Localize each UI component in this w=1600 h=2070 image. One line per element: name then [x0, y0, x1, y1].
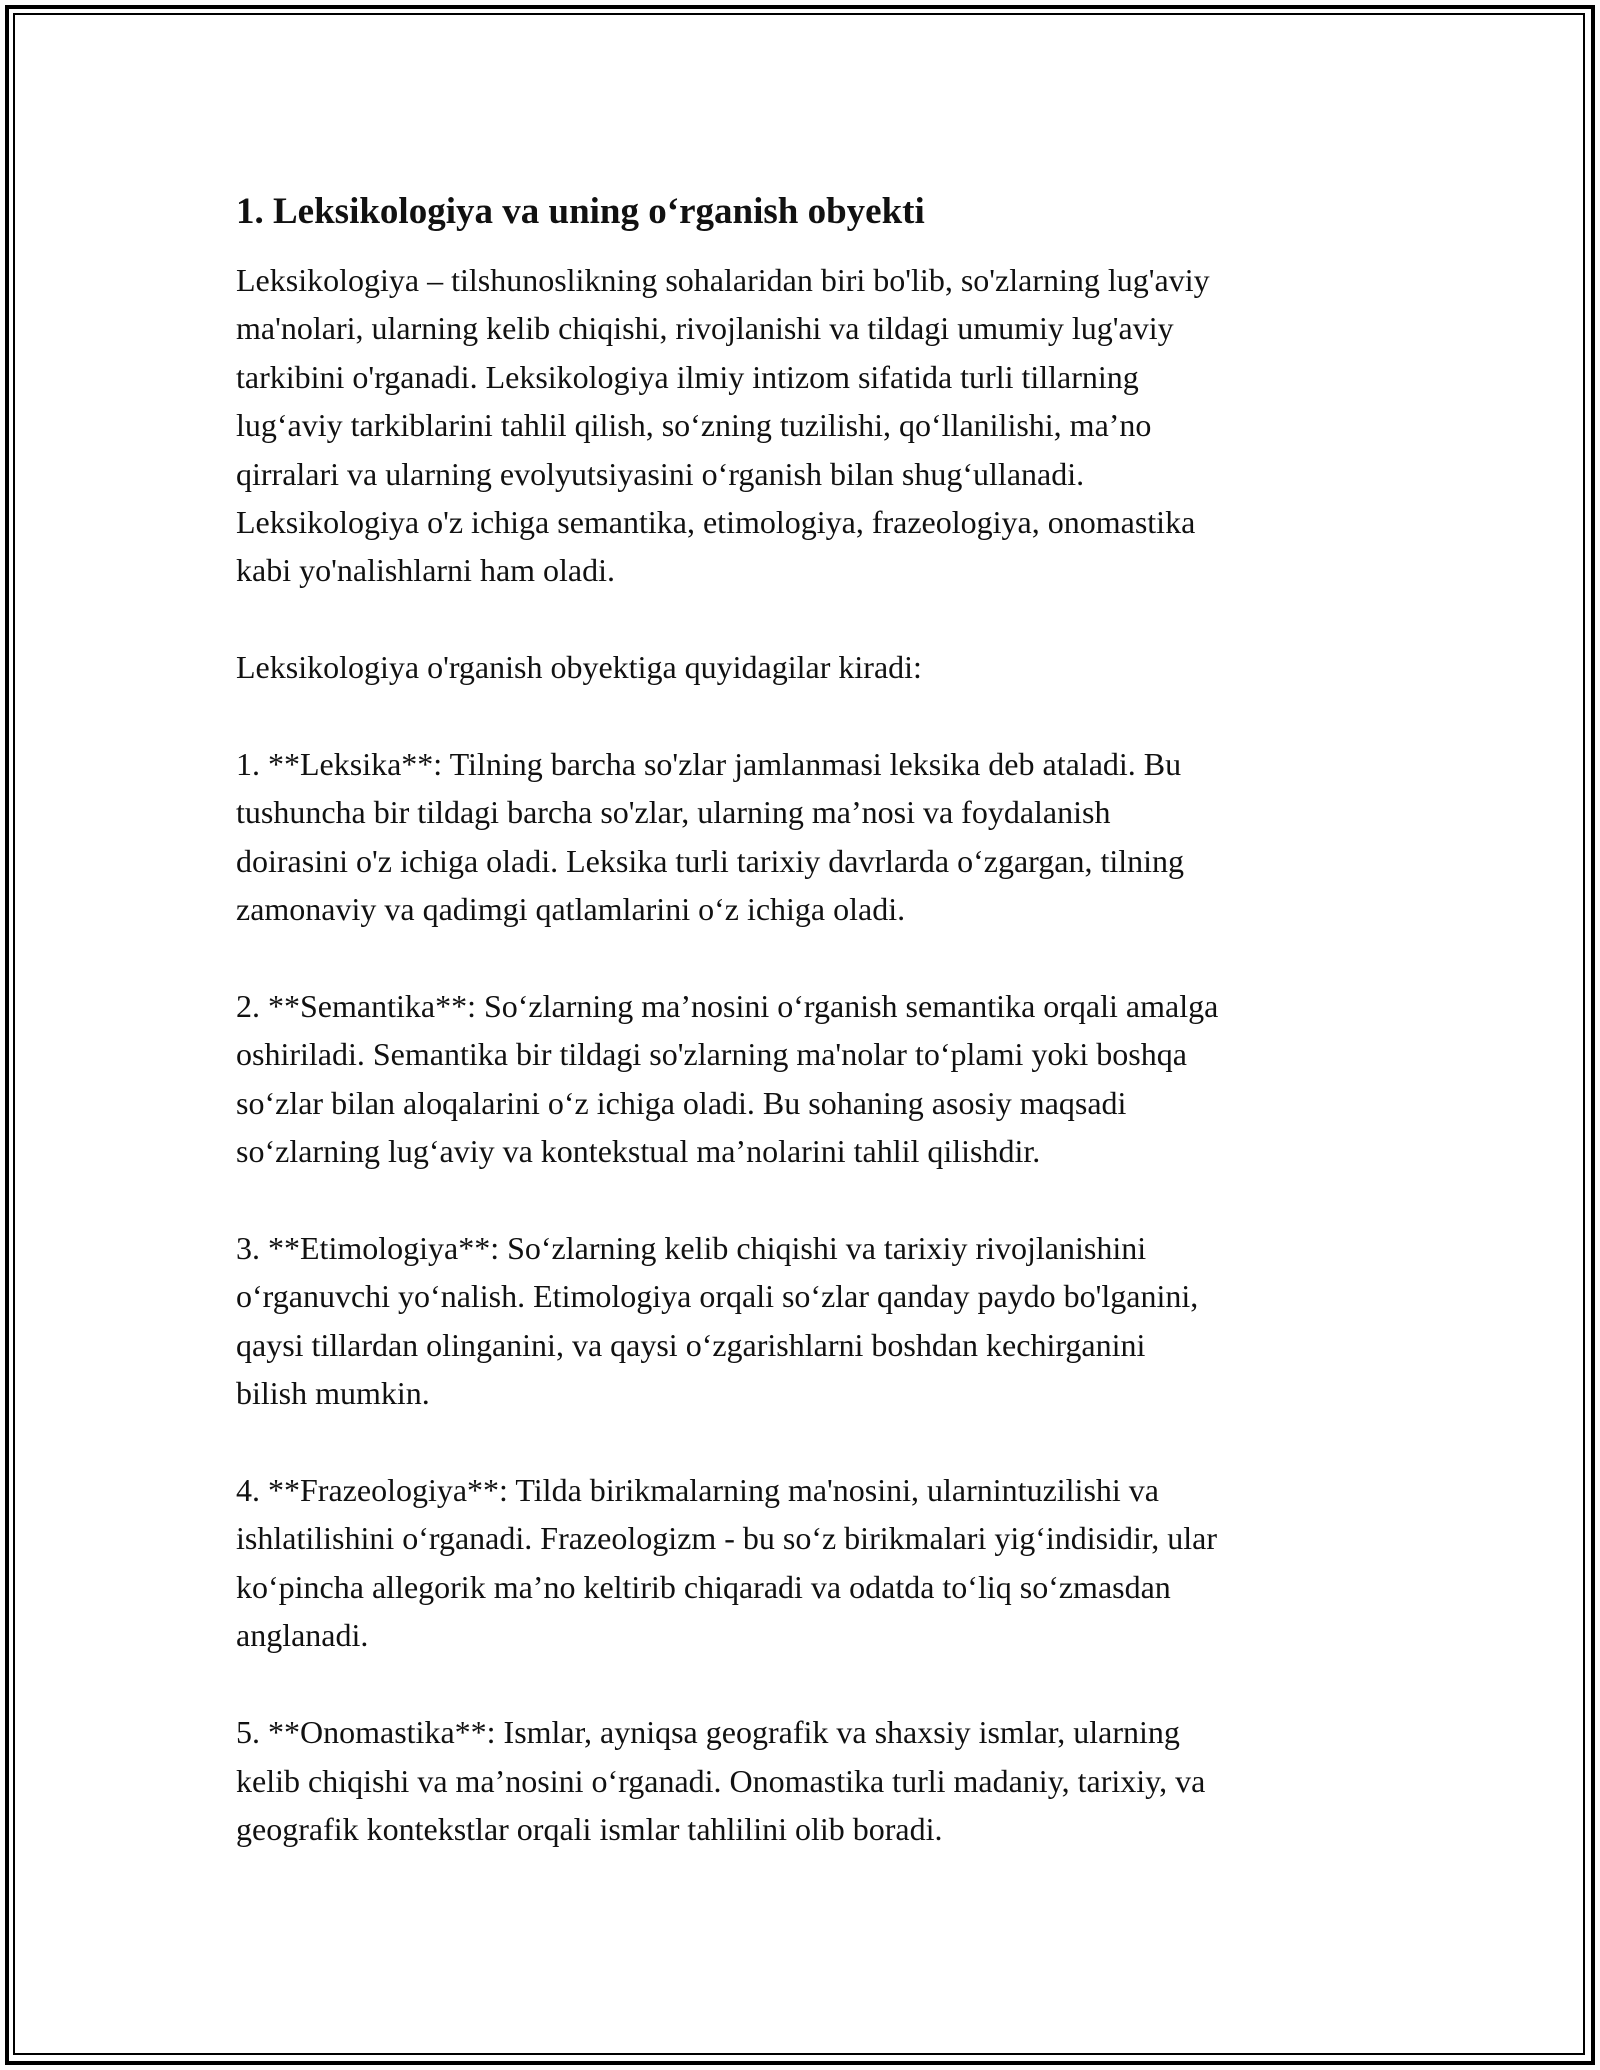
objects-intro-paragraph: Leksikologiya o'rganish obyektiga quyidagilar kiradi:	[236, 649, 922, 686]
intro-paragraph: Leksikologiya – tilshunoslikning sohalaridan biri bo'lib, so'zlarning lug'aviy ma'nolari, ularning kelib chiqishi, rivojlanishi va tildagi umumiy lug'aviy tarkibini o'rganadi. Leksikologiya ilmiy intizom sifatida turli tillarning lug‘aviy tarkiblarini tahlil qilish, so‘zning tuzilishi, qo‘llanilishi, ma’no qirralari va ularning evolyutsiyasini o‘rganish bilan shug‘ullanadi. Leksikologiya o'z ichiga semantika, etimologiya, frazeologiya, onomastika kabi yo'nalishlarni ham oladi.	[236, 262, 1210, 589]
list-item-frazeologiya: 4. **Frazeologiya**: Tilda birikmalarning ma'nosini, ularnintuzilishi va ishlatilishini o‘rganadi. Frazeologizm - bu so‘z birikmalari yig‘indisidir, ular ko‘pincha allegorik ma’no keltirib chiqaradi va odatda to‘liq so‘zmasdan anglanadi.	[236, 1472, 1218, 1654]
document-body	[236, 188, 1366, 1853]
list-item-onomastika: 5. **Onomastika**: Ismlar, ayniqsa geografik va shaxsiy ismlar, ularning kelib chiqishi va ma’nosini o‘rganadi. Onomastika turli madaniy, tarixiy, va geografik kontekstlar orqali ismlar tahlilini olib boradi.	[236, 1714, 1206, 1847]
list-item-semantika: 2. **Semantika**: So‘zlarning ma’nosini o‘rganish semantika orqali amalga oshiriladi. Semantika bir tildagi so'zlarning ma'nolar to‘plami yoki boshqa so‘zlar bilan aloqalarini o‘z ichiga oladi. Bu sohaning asosiy maqsadi so‘zlarning lug‘aviy va kontekstual ma’nolarini tahlil qilishdir.	[236, 988, 1219, 1170]
list-item-etimologiya: 3. **Etimologiya**: So‘zlarning kelib chiqishi va tarixiy rivojlanishini o‘rganuvchi yo‘nalish. Etimologiya orqali so‘zlar qanday paydo bo'lganini, qaysi tillardan olinganini, va qaysi o‘zgarishlarni boshdan kechirganini bilish mumkin.	[236, 1230, 1199, 1412]
list-item-leksika: 1. **Leksika**: Tilning barcha so'zlar jamlanmasi leksika deb ataladi. Bu tushuncha bir tildagi barcha so'zlar, ularning ma’nosi va foydalanish doirasini o'z ichiga oladi. Leksika turli tarixiy davrlarda o‘zgargan, tilning zamonaviy va qadimgi qatlamlarini o‘z ichiga oladi.	[236, 746, 1184, 928]
section-heading: 1. Leksikologiya va uning o‘rganish obyekti	[236, 191, 925, 232]
